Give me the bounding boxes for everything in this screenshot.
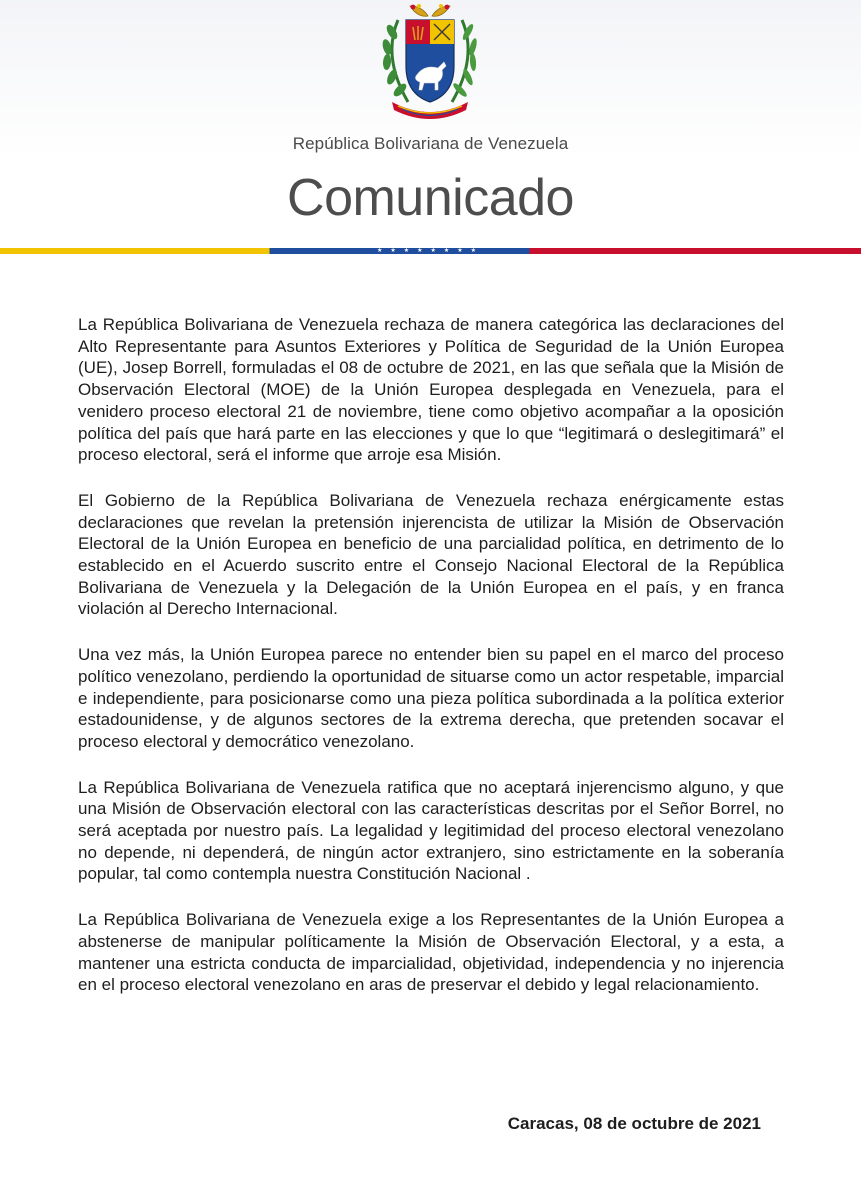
republic-name: República Bolivariana de Venezuela [292, 134, 569, 153]
communique-body [78, 314, 784, 1020]
letterhead [0, 0, 861, 290]
stars-row: ★★★★★★★★ [376, 247, 485, 254]
paragraph-5: La República Bolivariana de Venezuela exige a los Representantes de la Unión Europea a abstenerse de manipular políticamente la Misión de Observación Electoral, y a esta, a mantener una estricta conducta de imparcialidad, objetividad, independencia y no injerencia en el proceso electoral venezolano en aras de preservar el debido y legal relacionamiento. [78, 910, 784, 995]
paragraph-4: La República Bolivariana de Venezuela ratifica que no aceptará injerencismo alguno, y que una Misión de Observación electoral con las características descritas por el Señor Borrel, no será aceptada por nuestro país. La legalidad y legitimidad del proceso electoral venezolano no depende, ni dependerá, de ningún actor extranjero, sino estrictamente en la soberanía popular, tal como contempla nuestra Constitución Nacional . [78, 777, 784, 884]
paragraph-1: La República Bolivariana de Venezuela rechaza de manera categórica las declaraciones del Alto Representante para Asuntos Exteriores y Política de Seguridad de la Unión Europea (UE), Josep Borrell, formuladas el 08 de octubre de 2021, en las que señala que la Misión de Observación Electoral (MOE) de la Unión Europea desplegada en Venezuela, para el venidero proceso electoral 21 de noviembre, tiene como objetivo acompañar a la oposición política del país que hará parte en las elecciones y que lo que “legitimará o deslegitimará” el proceso electoral, será el informe que arroje esa Misión. [78, 315, 784, 465]
document-title: Comunicado [287, 169, 574, 227]
place-and-date: Caracas, 08 de octubre de 2021 [507, 1114, 761, 1133]
paragraph-3: Una vez más, la Unión Europea parece no entender bien su papel en el marco del proceso político venezolano, perdiendo la oportunidad de situarse como un actor respetable, imparcial e independiente, para posicionarse como una pieza política subordinada a la política exterior estadounidense, y de algunos sectores de la extrema derecha, que pretenden socavar el proceso electoral y democrático venezolano. [78, 645, 784, 751]
paragraph-2: El Gobierno de la República Bolivariana de Venezuela rechaza enérgicamente estas declaraciones que revelan la pretensión injerencista de utilizar la Misión de Observación Electoral de la Unión Europea en beneficio de una parcialidad política, en detrimento de lo establecido en el Acuerdo suscrito entre el Consejo Nacional Electoral de la República Bolivariana de Venezuela y la Delegación de la Unión Europea en el país, y en franca violación al Derecho Internacional. [78, 490, 784, 619]
coat-of-arms-icon [368, 2, 492, 120]
